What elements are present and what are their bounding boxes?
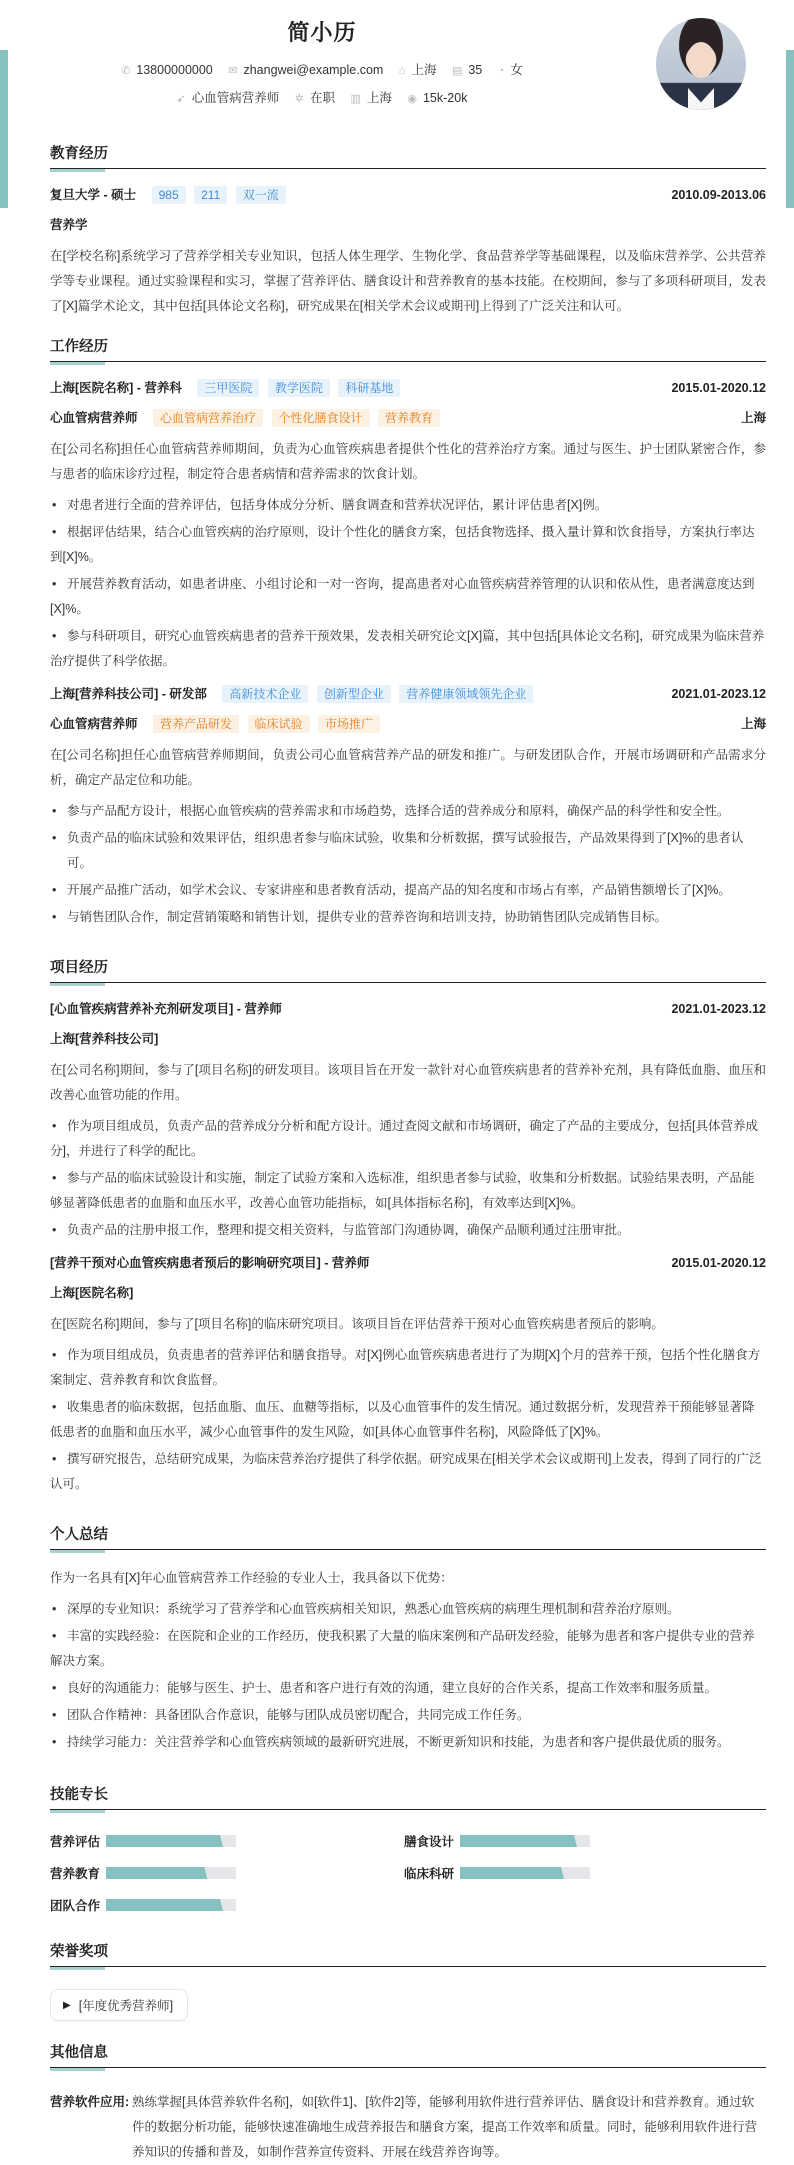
other-info-label: 营养软件应用: [50, 2095, 130, 2109]
age-info [452, 63, 482, 77]
calendar-icon: ▤ [451, 65, 463, 77]
bullet-item: • 作为项目组成员，负责患者的营养评估和膳食指导。对[X]例心血管疾病患者进行了为期[X]个月的营养干预，包括个性化膳食方案制定、营养教育和饮食监督。 [50, 1343, 766, 1393]
project-bullets [50, 1343, 766, 1497]
company-tag: 三甲医院 [197, 379, 259, 397]
skill-name: 营养教育 [50, 1867, 101, 1881]
skill-bar-fill [460, 1835, 577, 1847]
company-tag: 教学医院 [268, 379, 330, 397]
school-tag: 985 [152, 186, 186, 204]
company-name: 上海[医院名称] - 营养科 [50, 381, 182, 395]
role-name: 心血管病营养师 [50, 717, 138, 731]
role-tag: 营养产品研发 [153, 715, 239, 733]
bullet-item: • 深厚的专业知识：系统学习了营养学和心血管疾病相关知识，熟悉心血管疾病的病理生理机制和营养治疗原则。 [50, 1597, 766, 1622]
role-row [50, 714, 766, 734]
company-tag: 科研基地 [338, 379, 400, 397]
bullet-item: • 参与科研项目，研究心血管疾病患者的营养干预效果，发表相关研究论文[X]篇，其中包括[具体论文名称]，研究成果为临床营养治疗提供了科学依据。 [50, 624, 766, 674]
bullet-item: • 作为项目组成员，负责产品的营养成分分析和配方设计。通过查阅文献和市场调研，确定了产品的主要成分，包括[具体营养成分]，并进行了科学的配比。 [50, 1114, 766, 1164]
bullet-item: • 参与产品的临床试验设计和实施，制定了试验方案和入选标准，组织患者参与试验，收集和分析数据。试验结果表明，产品能够显著降低患者的血脂和血压水平，改善心血管功能指标，如[具体指标名称]，有效率达到[X]%。 [50, 1166, 766, 1216]
summary-section [50, 1523, 766, 1755]
summary-intro: 作为一名具有[X]年心血管病营养工作经验的专业人士，我具备以下优势： [50, 1571, 453, 1585]
bullet-item: • 对患者进行全面的营养评估，包括身体成分分析、膳食调查和营养状况评估，累计评估患者[X]例。 [50, 493, 766, 518]
role-name: 心血管病营养师 [50, 411, 138, 425]
section-title: 教育经历 [50, 142, 766, 169]
work-city: 上海 [740, 411, 766, 425]
send-icon: ➹ [176, 93, 186, 105]
other-info-section [50, 2041, 766, 2165]
section-title: 工作经历 [50, 335, 766, 362]
bullet-item: • 撰写研究报告，总结研究成果，为临床营养治疗提供了科学依据。研究成果在[相关学术会议或期刊]上发表，得到了同行的广泛认可。 [50, 1447, 766, 1497]
company-tag: 创新型企业 [317, 685, 391, 703]
section-title: 其他信息 [50, 2041, 766, 2068]
work-description: 在[公司名称]担任心血管病营养师期间，负责公司心血管病营养产品的研发和推广。与研发团队合作，开展市场调研和产品需求分析，确定产品定位和功能。 [50, 748, 766, 787]
company-row [50, 378, 766, 398]
bullet-item: • 开展产品推广活动，如学术会议、专家讲座和患者教育活动，提高产品的知名度和市场占有率，产品销售额增长了[X]%。 [50, 878, 766, 903]
role-tag: 个性化膳食设计 [272, 409, 370, 427]
company-heading [50, 378, 400, 398]
school-tag: 211 [194, 186, 227, 204]
bullet-item: • 收集患者的临床数据，包括血脂、血压、血糖等指标，以及心血管事件的发生情况。通过数据分析，发现营养干预能够显著降低患者的血脂和血压水平，减少心血管事件的发生风险，如[具体心血管事件名称]，风险降低了[X]%。 [50, 1395, 766, 1445]
role-tag: 临床试验 [248, 715, 310, 733]
project-org: 上海[医院名称] [50, 1286, 134, 1300]
company-name: 上海[营养科技公司] - 研发部 [50, 687, 207, 701]
work-city: 上海 [740, 717, 766, 731]
section-title: 荣誉奖项 [50, 1940, 766, 1967]
award-name: [年度优秀营养师] [78, 1999, 174, 2013]
project-name: [心血管疾病营养补充剂研发项目] - 营养师 [50, 1002, 282, 1016]
section-title: 技能专长 [50, 1783, 766, 1810]
avatar-collar [688, 88, 714, 110]
bullet-item: • 负责产品的注册申报工作，整理和提交相关资料，与监管部门沟通协调，确保产品顺利通过注册审批。 [50, 1218, 766, 1243]
phone-icon: ✆ [121, 65, 131, 77]
work-bullets [50, 493, 766, 674]
avatar [656, 18, 746, 110]
other-info-text: 熟练掌握[具体营养软件名称]，如[软件1]、[软件2]等，能够利用软件进行营养评估、膳食设计和营养教育。通过软件的数据分析功能，能够快速准确地生成营养报告和膳食方案，提高工作效率和质量。同时，能够利用软件进行营养知识的传播和普及，如制作营养宣传资料、开展在线营养咨询等。 [132, 2095, 758, 2159]
work-period: 2021.01-2023.12 [671, 687, 766, 701]
company-tag: 高新技术企业 [222, 685, 308, 703]
phone-value: 13800000000 [136, 63, 213, 77]
skill-item [50, 1896, 404, 1914]
education-description: 在[学校名称]系统学习了营养学相关专业知识，包括人体生理学、生物化学、食品营养学等基础课程，以及临床营养学、公共营养学等专业课程。通过实验课程和实习，掌握了营养评估、膳食设计和营养教育的基本技能。在校期间，参与了多项科研项目，发表了[X]篇学术论文，其中包括[具体论文名称]，研究成果在[相关学术会议或期刊]上得到了广泛关注和认可。 [50, 249, 766, 313]
expand-triangle-icon: ▶ [63, 1999, 71, 2011]
phone-info [121, 63, 213, 77]
work-entry [50, 378, 766, 674]
work-period: 2015.01-2020.12 [671, 381, 766, 395]
project-header-row [50, 999, 766, 1019]
education-period: 2010.09-2013.06 [671, 188, 766, 202]
company-row [50, 684, 766, 704]
salary-value: 15k-20k [422, 91, 468, 105]
section-title: 项目经历 [50, 956, 766, 983]
major: 营养学 [50, 218, 88, 232]
status-info [295, 88, 335, 106]
target-position-info [177, 88, 280, 106]
bullet-item: • 根据评估结果，结合心血管疾病的治疗原则，设计个性化的膳食方案，包括食物选择、摄入量计算和饮食指导，方案执行率达到[X]%。 [50, 520, 766, 570]
gender-value: 女 [510, 63, 523, 77]
bullet-item: • 丰富的实践经验：在医院和企业的工作经历，使我积累了大量的临床案例和产品研发经验，能够为患者和客户提供专业的营养解决方案。 [50, 1624, 766, 1674]
company-tag: 营养健康领域领先企业 [399, 685, 533, 703]
salary-info [407, 91, 467, 105]
school-heading [50, 185, 286, 205]
age-value: 35 [468, 63, 483, 77]
bullet-item: • 与销售团队合作，制定营销策略和销售计划，提供专业的营养咨询和培训支持，协助销售团队完成销售目标。 [50, 905, 766, 930]
gender-icon: ◔ [497, 65, 505, 77]
skill-bar-fill [106, 1899, 223, 1911]
project-entry [50, 1253, 766, 1497]
projects-section [50, 956, 766, 1497]
education-entry [50, 185, 766, 319]
skill-item [50, 1864, 404, 1882]
contact-info-row [0, 60, 644, 78]
work-section [50, 335, 766, 930]
job-intent-row [0, 88, 644, 106]
location-value: 上海 [411, 63, 437, 77]
skill-item [404, 1832, 704, 1850]
awards-section [50, 1940, 766, 2021]
email-info [228, 63, 383, 77]
target-position-value: 心血管病营养师 [191, 91, 280, 105]
school-name: 复旦大学 - 硕士 [50, 188, 137, 202]
education-section [50, 142, 766, 319]
bullet-item: • 负责产品的临床试验和效果评估，组织患者参与临床试验，收集和分析数据，撰写试验报告，产品效果得到了[X]%的患者认可。 [50, 826, 766, 876]
status-icon: ✲ [294, 93, 304, 105]
skill-name: 营养评估 [50, 1835, 101, 1849]
project-entry [50, 999, 766, 1243]
location-info [399, 60, 437, 78]
project-bullets [50, 1114, 766, 1243]
summary-bullets [50, 1597, 766, 1755]
role-heading [50, 714, 380, 734]
skill-bar [106, 1835, 236, 1847]
bullet-item: • 参与产品配方设计，根据心血管疾病的营养需求和市场趋势，选择合适的营养成分和原料，确保产品的科学性和安全性。 [50, 799, 766, 824]
work-bullets [50, 799, 766, 930]
skill-bar [106, 1867, 236, 1879]
project-header-row [50, 1253, 766, 1273]
section-title: 个人总结 [50, 1523, 766, 1550]
project-org: 上海[营养科技公司] [50, 1032, 159, 1046]
role-tag: 营养教育 [378, 409, 440, 427]
work-description: 在[公司名称]担任心血管病营养师期间，负责为心血管疾病患者提供个性化的营养治疗方案。通过与医生、护士团队紧密合作，参与患者的临床诊疗过程，制定符合患者病情和营养需求的饮食计划。 [50, 442, 766, 481]
home-icon: ⌂ [398, 65, 406, 77]
bullet-item: • 良好的沟通能力：能够与医生、护士、患者和客户进行有效的沟通，建立良好的合作关系，提高工作效率和服务质量。 [50, 1676, 766, 1701]
skill-bar [106, 1899, 236, 1911]
candidate-name: 简小历 [287, 20, 357, 45]
skill-name: 临床科研 [404, 1867, 455, 1881]
skill-bar-fill [106, 1867, 207, 1879]
project-period: 2015.01-2020.12 [671, 1256, 766, 1270]
project-description: 在[医院名称]期间，参与了[项目名称]的临床研究项目。该项目旨在评估营养干预对心血管疾病患者预后的影响。 [50, 1317, 664, 1331]
bullet-item: • 开展营养教育活动，如患者讲座、小组讨论和一对一咨询，提高患者对心血管疾病营养管理的认识和依从性，患者满意度达到[X]%。 [50, 572, 766, 622]
money-icon: ◉ [407, 93, 417, 105]
skill-bar-fill [106, 1835, 223, 1847]
skill-item [404, 1864, 704, 1882]
project-period: 2021.01-2023.12 [671, 1002, 766, 1016]
role-tag: 市场推广 [318, 715, 380, 733]
resume-header [50, 0, 766, 124]
role-heading [50, 408, 440, 428]
role-tag: 心血管病营养治疗 [153, 409, 263, 427]
project-description: 在[公司名称]期间，参与了[项目名称]的研发项目。该项目旨在开发一款针对心血管疾病患者的营养补充剂，具有降低血脂、血压和改善心血管功能的作用。 [50, 1063, 766, 1102]
skill-bar [460, 1835, 590, 1847]
work-entry [50, 684, 766, 930]
target-city-info [350, 88, 391, 106]
avatar-face [687, 42, 715, 78]
project-name: [营养干预对心血管疾病患者预后的影响研究项目] - 营养师 [50, 1256, 370, 1270]
role-row [50, 408, 766, 428]
skill-name: 膳食设计 [404, 1835, 455, 1849]
other-info-item [50, 2090, 766, 2165]
status-value: 在职 [309, 91, 335, 105]
skills-grid [50, 1832, 766, 1914]
target-city-value: 上海 [366, 91, 392, 105]
award-item-toggle[interactable] [50, 1989, 188, 2021]
mail-icon: ✉ [228, 65, 238, 77]
skill-item [50, 1832, 404, 1850]
building-icon: ▥ [350, 93, 361, 105]
school-tag: 双一流 [236, 186, 286, 204]
skill-bar-fill [460, 1867, 564, 1879]
skills-section [50, 1783, 766, 1914]
education-header-row [50, 185, 766, 205]
skill-name: 团队合作 [50, 1899, 101, 1913]
email-value: zhangwei@example.com [243, 63, 384, 77]
skill-bar [460, 1867, 590, 1879]
gender-info [498, 60, 523, 78]
bullet-item: • 团队合作精神：具备团队合作意识，能够与团队成员密切配合，共同完成工作任务。 [50, 1703, 766, 1728]
company-heading [50, 684, 533, 704]
bullet-item: • 持续学习能力：关注营养学和心血管疾病领域的最新研究进展，不断更新知识和技能，为患者和客户提供最优质的服务。 [50, 1730, 766, 1755]
